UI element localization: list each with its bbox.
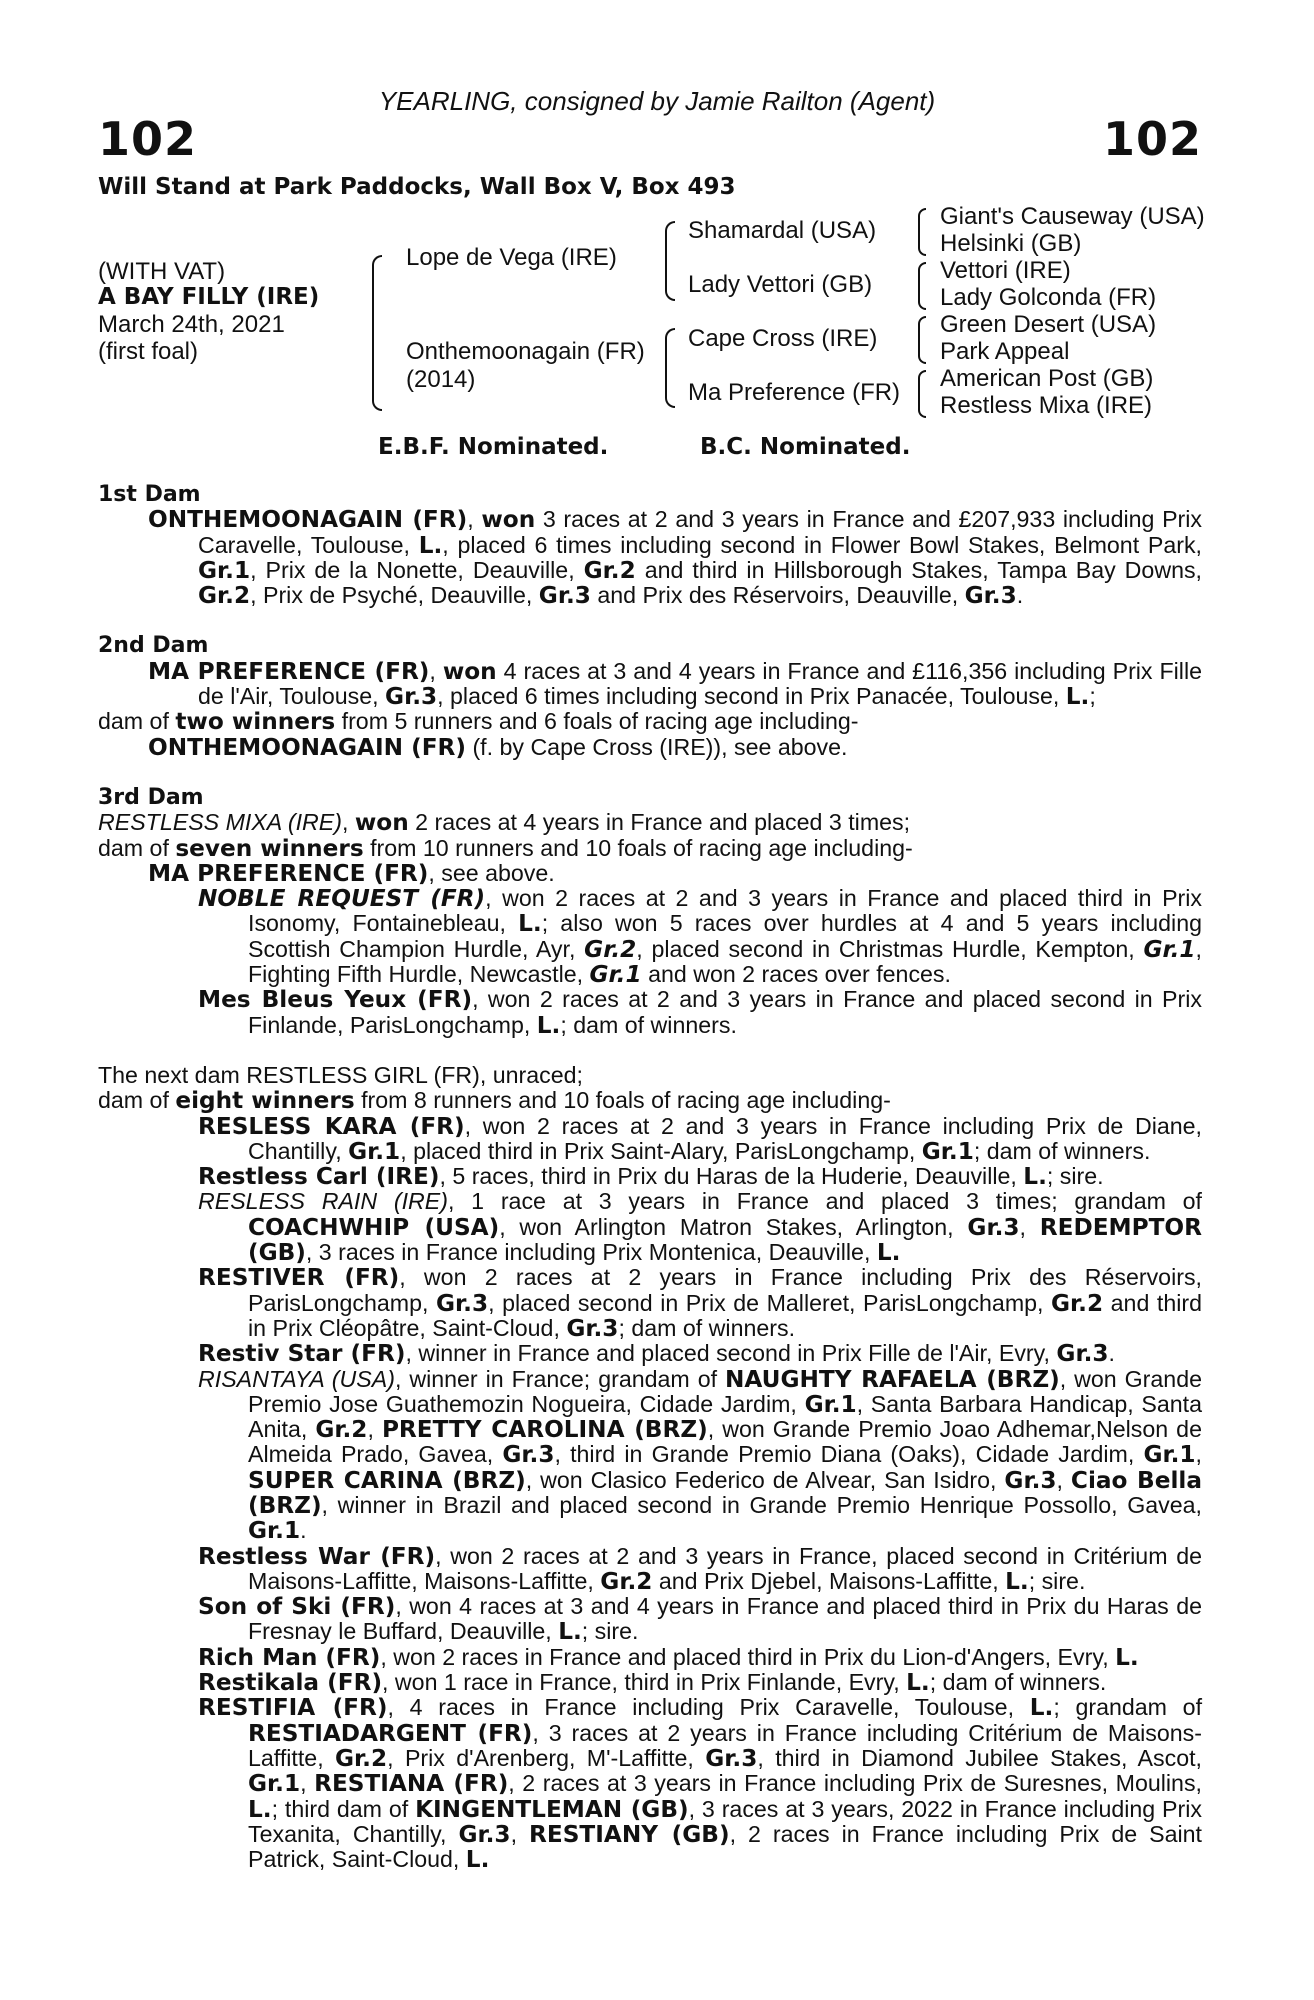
next-dam-produce: dam of eight winners from 8 runners and 10 foals of racing age including- — [98, 1087, 891, 1115]
lot-number-left: 102 — [98, 112, 198, 166]
lot-number-right: 102 — [1102, 112, 1202, 166]
next-dam-foal: RESTIVER (FR), won 2 races at 2 years in France including Prix des Réservoirs, ParisLongchamp, Gr.3, placed second in Prix de Malleret, ParisLongchamp, Gr.2 and third in Prix Cléopâtre, Saint-Cloud, Gr.3; dam of winners. — [198, 1264, 1202, 1342]
first-dam-heading: 1st Dam — [98, 482, 201, 507]
second-dam-foal: ONTHEMOONAGAIN (FR) (f. by Cape Cross (IRE)), see above. — [148, 733, 848, 761]
horse-name: Restiv Star (FR) — [198, 1340, 406, 1368]
horse-name: PRETTY CAROLINA (BRZ) — [381, 1416, 708, 1444]
dam-sire-dam: Park Appeal — [940, 338, 1070, 365]
next-dam-grandfoal: Restless Carl (IRE), 5 races, third in Prix du Haras de la Huderie, Deauville, L.; sire. — [198, 1163, 1104, 1191]
pedigree-bracket — [665, 221, 675, 301]
horse-name: Restikala (FR) — [198, 1669, 383, 1697]
horse-name: RESLESS RAIN (IRE) — [198, 1188, 448, 1215]
dam: Onthemoonagain (FR) — [406, 338, 645, 365]
horse-name: Restless Carl (IRE) — [198, 1163, 440, 1191]
third-dam-entry: RESTLESS MIXA (IRE), won 2 races at 4 years in France and placed 3 times; — [98, 809, 911, 837]
horse-name: Ciao Bella (BRZ) — [248, 1466, 1202, 1519]
horse-name: ONTHEMOONAGAIN (FR) — [148, 506, 468, 534]
horse-dob: March 24th, 2021 — [98, 311, 285, 338]
sire-dam-sire: Vettori (IRE) — [940, 257, 1071, 284]
next-dam-foal: Restless War (FR), won 2 races at 2 and 3 years in France, placed second in Critérium de Maisons-Laffitte, Maisons-Laffitte, Gr.2 and Prix Djebel, Maisons-Laffitte, L.; sire. — [198, 1542, 1202, 1595]
third-dam-produce: dam of seven winners from 10 runners and 10 foals of racing age including- — [98, 834, 913, 862]
pedigree-bracket — [918, 316, 926, 364]
horse-name: RESTIFIA (FR) — [198, 1694, 388, 1722]
next-dam-foal: RESLESS KARA (FR), won 2 races at 2 and 3 years in France including Prix de Diane, Chantilly, Gr.1, placed third in Prix Saint-Alary, ParisLongchamp, Gr.1; dam of winners. — [198, 1112, 1202, 1165]
dam-year: (2014) — [406, 366, 476, 393]
pedigree-bracket — [372, 255, 382, 411]
horse-name: RESTIADARGENT (FR) — [248, 1719, 533, 1747]
foal-note: (first foal) — [98, 338, 199, 365]
vat-note: (WITH VAT) — [98, 258, 226, 285]
horse-name: KINGENTLEMAN (GB) — [415, 1795, 689, 1823]
horse-name: Son of Ski (FR) — [198, 1593, 396, 1621]
sire-dam-dam: Lady Golconda (FR) — [940, 284, 1157, 311]
next-dam-foal: Restikala (FR), won 1 race in France, third in Prix Finlande, Evry, L.; dam of winners. — [198, 1669, 1107, 1697]
horse-name: RESTLESS MIXA (IRE) — [98, 809, 342, 836]
horse-name: MA PREFERENCE (FR) — [148, 657, 430, 685]
next-dam-grandfoal: RESLESS RAIN (IRE), 1 race at 3 years in France and placed 3 times; grandam of COACHWHIP (USA), won Arlington Matron Stakes, Arlington, Gr.3, REDEMPTOR (GB), 3 races in France including Prix Montenica, Deauville, L. — [198, 1188, 1202, 1267]
sire-sire: Shamardal (USA) — [688, 217, 877, 244]
pedigree-bracket — [918, 262, 926, 310]
horse-name: RESTIANA (FR) — [314, 1770, 509, 1798]
bc-nomination: B.C. Nominated. — [700, 434, 911, 460]
horse-name: RISANTAYA (USA) — [198, 1365, 395, 1392]
pedigree-bracket — [918, 370, 926, 418]
horse-name: NOBLE REQUEST (FR) — [198, 885, 486, 913]
dam-dam-sire: American Post (GB) — [940, 365, 1154, 392]
catalogue-body — [98, 482, 1202, 1872]
pedigree-bracket — [918, 208, 926, 256]
second-dam-heading: 2nd Dam — [98, 633, 209, 659]
dam-dam-dam: Restless Mixa (IRE) — [940, 392, 1153, 419]
sire-dam: Lady Vettori (GB) — [688, 271, 873, 298]
dam-sire: Cape Cross (IRE) — [688, 325, 878, 352]
horse-name: NAUGHTY RAFAELA (BRZ) — [725, 1365, 1060, 1393]
sire-sire-dam: Helsinki (GB) — [940, 230, 1082, 257]
horse-name: REDEMPTOR (GB) — [248, 1213, 1202, 1267]
next-dam-grandfoal: Restiv Star (FR), winner in France and placed second in Prix Fille de l'Air, Evry, Gr.3. — [198, 1340, 1115, 1368]
horse-name: RESTIVER (FR) — [198, 1264, 400, 1292]
horse-name: MA PREFERENCE (FR) — [148, 859, 429, 887]
horse-name: RESLESS KARA (FR) — [198, 1112, 465, 1140]
dam-sire-sire: Green Desert (USA) — [940, 311, 1157, 338]
horse-name: ONTHEMOONAGAIN (FR) — [148, 733, 467, 761]
next-dam-grandfoal: RESTIFIA (FR), 4 races in France including Prix Caravelle, Toulouse, L.; grandam of RESTIADARGENT (FR), 3 races at 2 years in France including Critérium de Maisons-Laffitte, Gr.2, Prix d'Arenberg, M'-Laffitte, Gr.3, third in Diamond Jubilee Stakes, Ascot, Gr.1, RESTIANA (FR), 2 races at 3 years in France including Prix de Suresnes, Moulins, L.; third dam of KINGENTLEMAN (GB), 3 races at 3 years, 2022 in France including Prix Texanita, Chantilly, Gr.3, RESTIANY (GB), 2 races in France including Prix de Saint Patrick, Saint-Cloud, L. — [198, 1694, 1203, 1874]
horse-name: RESTIANY (GB) — [529, 1820, 730, 1848]
second-dam-produce: dam of two winners from 5 runners and 6 foals of racing age including- — [98, 708, 859, 736]
consignor-line: YEARLING, consigned by Jamie Railton (Agent) — [378, 86, 936, 116]
horse-name: COACHWHIP (USA) — [248, 1213, 500, 1241]
horse-name: Restless War (FR) — [198, 1542, 436, 1570]
pedigree-bracket — [665, 328, 675, 408]
sire: Lope de Vega (IRE) — [406, 244, 617, 271]
dam-dam: Ma Preference (FR) — [688, 379, 901, 406]
next-dam-foal: Son of Ski (FR), won 4 races at 3 and 4 years in France and placed third in Prix du Haras de Fresnay le Buffard, Deauville, L.; sire. — [198, 1593, 1202, 1646]
third-dam-foal: Mes Bleus Yeux (FR), won 2 races at 2 and 3 years in France and placed second in Prix Finlande, ParisLongchamp, L.; dam of winners. — [198, 986, 1202, 1039]
next-dam-intro: The next dam RESTLESS GIRL (FR), unraced; — [98, 1061, 583, 1088]
sire-sire-sire: Giant's Causeway (USA) — [940, 203, 1205, 230]
first-dam-entry: ONTHEMOONAGAIN (FR), won 3 races at 2 and 3 years in France and £207,933 including Prix Caravelle, Toulouse, L., placed 6 times including second in Flower Bowl Stakes, Belmont Park, Gr.1, Prix de la Nonette, Deauville, Gr.2 and third in Hillsborough Stakes, Tampa Bay Downs, Gr.2, Prix de Psyché, Deauville, Gr.3 and Prix des Réservoirs, Deauville, Gr.3. — [148, 506, 1202, 610]
horse-name: Rich Man (FR) — [198, 1643, 381, 1671]
ebf-nomination: E.B.F. Nominated. — [378, 434, 609, 460]
next-dam-foal: Rich Man (FR), won 2 races in France and placed third in Prix du Lion-d'Angers, Evry, L. — [198, 1643, 1139, 1671]
horse-name: A BAY FILLY (IRE) — [98, 284, 320, 310]
third-dam-heading: 3rd Dam — [98, 784, 204, 810]
third-dam-foal: NOBLE REQUEST (FR), won 2 races at 2 and 3 years in France and placed third in Prix Isonomy, Fontainebleau, L.; also won 5 races over hurdles at 4 and 5 years including Scottish Champion Hurdle, Ayr, Gr.2, placed second in Christmas Hurdle, Kempton, Gr.1, Fighting Fifth Hurdle, Newcastle, Gr.1 and won 2 races over fences. — [198, 885, 1203, 989]
horse-name: Mes Bleus Yeux (FR) — [198, 986, 473, 1014]
won-label: won — [481, 506, 536, 534]
second-dam-entry: MA PREFERENCE (FR), won 4 races at 3 and 4 years in France and £116,356 including Prix Fille de l'Air, Toulouse, Gr.3, placed 6 times including second in Prix Panacée, Toulouse, L.; — [148, 657, 1202, 711]
stand-location: Will Stand at Park Paddocks, Wall Box V, Box 493 — [98, 174, 736, 200]
next-dam-grandfoal: RISANTAYA (USA), winner in France; grandam of NAUGHTY RAFAELA (BRZ), won Grande Premio Jose Guathemozin Nogueira, Cidade Jardim, Gr.1, Santa Barbara Handicap, Santa Anita, Gr.2, PRETTY CAROLINA (BRZ), won Grande Premio Joao Adhemar,Nelson de Almeida Prado, Gavea, Gr.3, third in Grande Premio Diana (Oaks), Cidade Jardim, Gr.1, SUPER CARINA (BRZ), won Clasico Federico de Alvear, San Isidro, Gr.3, Ciao Bella (BRZ), winner in Brazil and placed second in Grande Premio Henrique Possollo, Gavea, Gr.1. — [198, 1365, 1202, 1545]
third-dam-foal: MA PREFERENCE (FR), see above. — [148, 859, 555, 887]
horse-name: SUPER CARINA (BRZ) — [248, 1466, 526, 1494]
